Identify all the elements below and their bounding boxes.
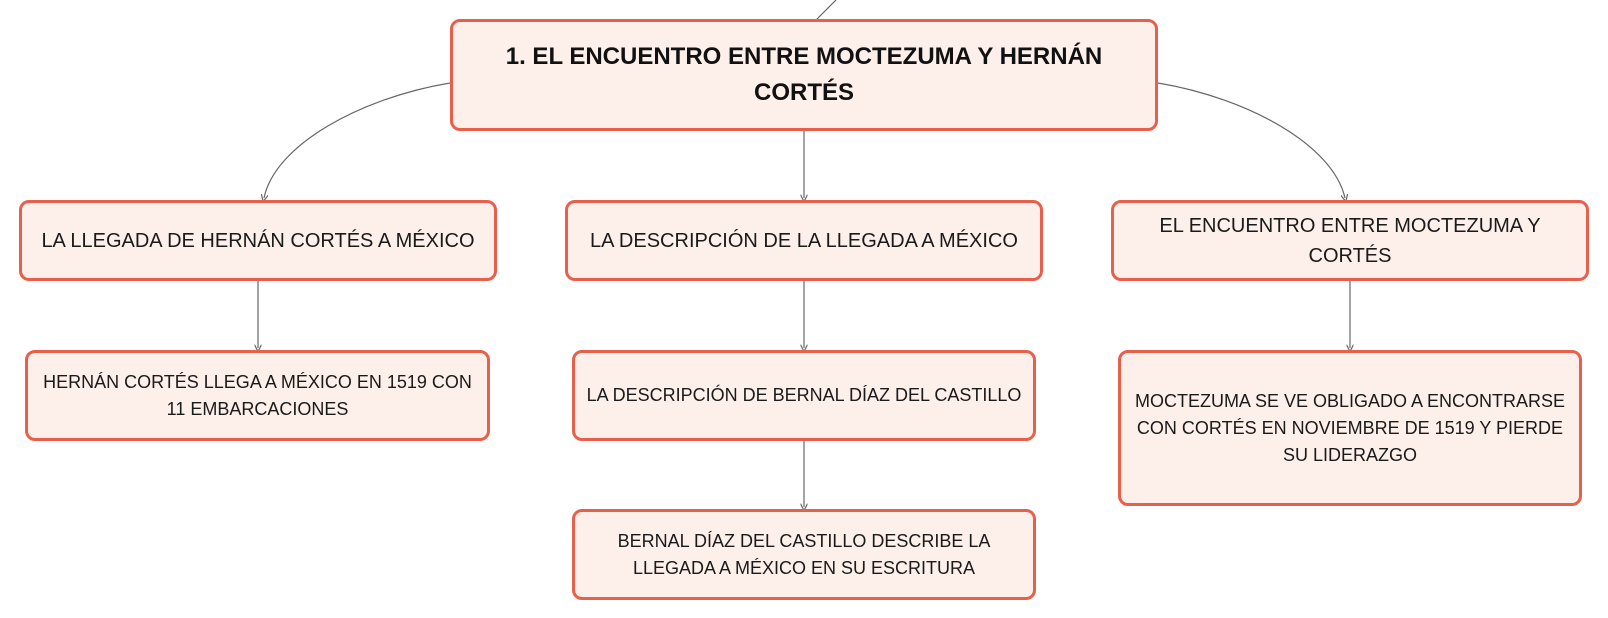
branch-label-encuentro: EL ENCUENTRO ENTRE MOCTEZUMA Y CORTÉS: [1159, 214, 1541, 267]
branch-node-descripcion[interactable]: [565, 200, 1043, 281]
incoming-connector: [817, 0, 836, 19]
subtopic-node-llegada-1519[interactable]: [25, 350, 490, 441]
subtopic-label-llegada-1519: HERNÁN CORTÉS LLEGA A MÉXICO EN 1519 CON 11 EMBARCACIONES: [43, 371, 472, 419]
subtopic-label-descripcion-bernal: LA DESCRIPCIÓN DE BERNAL DÍAZ DEL CASTILLO: [586, 385, 1022, 405]
subtopic-node-bernal-escritura[interactable]: [572, 509, 1036, 600]
root-topic-label: 1. EL ENCUENTRO ENTRE MOCTEZUMA Y HERNÁN CORTÉS: [505, 43, 1103, 106]
branch-node-encuentro[interactable]: [1111, 200, 1589, 281]
branch-node-llegada[interactable]: [19, 200, 497, 281]
branch-label-descripcion: LA DESCRIPCIÓN DE LA LLEGADA A MÉXICO: [590, 229, 1018, 252]
root-topic-node[interactable]: [450, 19, 1158, 131]
subtopic-node-moctezuma-obligado[interactable]: [1118, 350, 1582, 506]
branch-label-llegada: LA LLEGADA DE HERNÁN CORTÉS A MÉXICO: [41, 229, 475, 252]
subtopic-label-bernal-escritura: BERNAL DÍAZ DEL CASTILLO DESCRIBE LA LLEGADA A MÉXICO EN SU ESCRITURA: [617, 530, 991, 578]
connector-root-to-left: [264, 83, 450, 198]
subtopic-label-moctezuma-obligado: MOCTEZUMA SE VE OBLIGADO A ENCONTRARSE CON CORTÉS EN NOVIEMBRE DE 1519 Y PIERDE SU LIDERAZGO: [1134, 390, 1566, 465]
subtopic-node-descripcion-bernal[interactable]: [572, 350, 1036, 441]
connector-root-to-right: [1158, 83, 1345, 198]
